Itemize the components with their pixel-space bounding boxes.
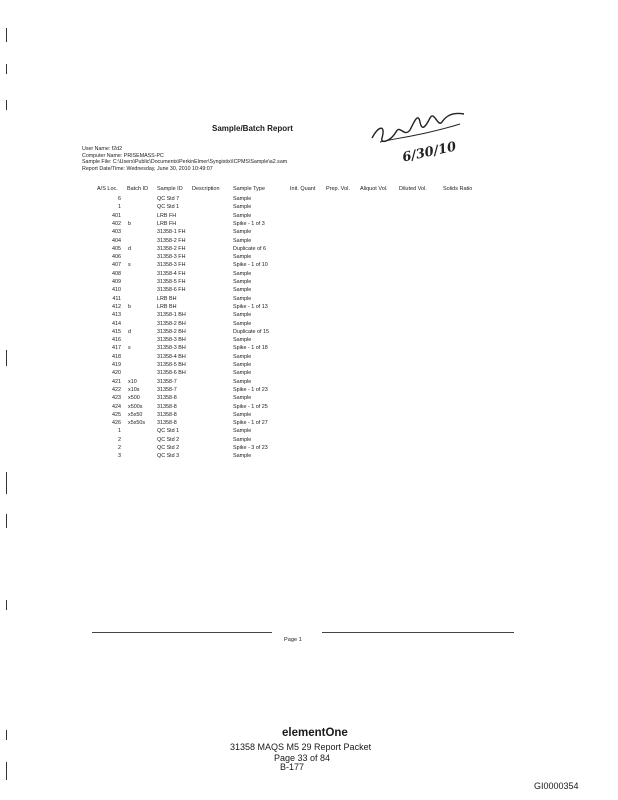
- table-cell-batch: d: [128, 245, 131, 252]
- table-cell-loc: 415: [112, 328, 121, 335]
- table-cell-batch: x5x50: [128, 411, 143, 418]
- table-cell-sample: 31358-2 FH: [157, 245, 186, 252]
- table-cell-loc: 406: [112, 254, 121, 261]
- scan-edge-mark: [6, 762, 7, 780]
- table-cell-loc: 420: [112, 370, 121, 377]
- table-cell-loc: 422: [112, 386, 121, 393]
- scan-edge-mark: [6, 100, 7, 110]
- table-cell-sample: 31358-8: [157, 395, 177, 402]
- table-cell-loc: 425: [112, 411, 121, 418]
- table-cell-sample: 31358-2 BH: [157, 320, 186, 327]
- table-cell-sample: 31358-3 FH: [157, 254, 186, 261]
- table-cell-type: Spike - 1 of 18: [233, 345, 268, 352]
- table-cell-loc: 409: [112, 279, 121, 285]
- table-cell-loc: 407: [112, 262, 121, 269]
- scan-edge-mark: [6, 472, 7, 494]
- table-cell-type: Sample: [233, 287, 252, 294]
- scan-edge-mark: [6, 514, 7, 528]
- document-id: GI0000354: [534, 781, 579, 791]
- table-cell-type: Spike - 1 of 23: [233, 386, 268, 393]
- scan-edge-mark: [6, 730, 7, 740]
- brand-name: elementOne: [282, 727, 348, 739]
- table-cell-type: Sample: [233, 196, 252, 202]
- table-cell-type: Sample: [233, 436, 252, 443]
- column-header: Diluted Vol.: [399, 186, 427, 192]
- table-cell-sample: 31358-7: [157, 386, 177, 393]
- table-cell-type: Sample: [233, 295, 252, 302]
- table-cell-type: Sample: [233, 353, 252, 360]
- table-cell-loc: 6: [118, 196, 121, 202]
- table-cell-sample: 31358-6 BH: [157, 370, 186, 377]
- table-cell-type: Sample: [233, 337, 252, 344]
- table-cell-type: Sample: [233, 279, 252, 285]
- table-cell-batch: x10: [128, 378, 137, 385]
- report-datetime: Report Date/Time: Wednesday, June 30, 2010 10:49:07: [82, 165, 213, 172]
- table-cell-type: Sample: [233, 270, 252, 277]
- table-cell-loc: 401: [112, 212, 121, 219]
- table-cell-batch: x500: [128, 395, 140, 402]
- table-cell-loc: 423: [112, 395, 121, 402]
- table-cell-loc: 403: [112, 229, 121, 236]
- table-cell-sample: QC Std 1: [157, 204, 180, 211]
- table-cell-sample: 31358-3 BH: [157, 337, 186, 344]
- table-cell-sample: 31358-7: [157, 378, 177, 385]
- table-cell-type: Sample: [233, 320, 252, 327]
- table-cell-batch: s: [128, 345, 131, 352]
- footer-rule: [92, 632, 272, 633]
- table-cell-type: Sample: [233, 229, 252, 236]
- table-cell-batch: s: [128, 262, 131, 269]
- table-cell-batch: b: [128, 303, 131, 310]
- table-cell-sample: 31358-1 BH: [157, 312, 186, 319]
- scan-edge-mark: [6, 64, 7, 74]
- table-cell-loc: 1: [118, 428, 121, 435]
- table-cell-batch: x5x50s: [128, 420, 146, 427]
- table-cell-type: Sample: [233, 362, 252, 368]
- table-cell-sample: 31358-2 BH: [157, 328, 186, 335]
- table-cell-type: Spike - 1 of 25: [233, 403, 268, 410]
- table-cell-loc: 417: [112, 345, 121, 352]
- table-cell-loc: 426: [112, 420, 121, 427]
- table-cell-sample: 31358-4 BH: [157, 353, 186, 360]
- table-cell-sample: 31358-3 BH: [157, 345, 186, 352]
- report-title: Sample/Batch Report: [212, 124, 293, 133]
- table-cell-loc: 412: [112, 303, 121, 310]
- table-cell-loc: 404: [112, 237, 121, 244]
- table-cell-sample: QC Std 7: [157, 196, 180, 202]
- table-cell-batch: d: [128, 328, 131, 335]
- table-cell-loc: 2: [118, 445, 121, 451]
- table-cell-sample: LRB BH: [157, 295, 177, 302]
- report-page-label: Page 1: [284, 637, 302, 643]
- table-cell-sample: 31358-3 FH: [157, 262, 186, 269]
- table-cell-sample: 31358-8: [157, 420, 177, 427]
- table-cell-loc: 413: [112, 312, 121, 319]
- column-header: Aliquot Vol.: [360, 186, 388, 192]
- table-cell-type: Sample: [233, 370, 252, 377]
- table-cell-type: Sample: [233, 411, 252, 418]
- table-cell-sample: LRB BH: [157, 303, 177, 310]
- table-cell-loc: 411: [112, 295, 121, 302]
- column-header: Batch ID: [127, 186, 149, 192]
- packet-page-number: Page 33 of 84: [274, 753, 331, 763]
- table-cell-type: Spike - 1 of 10: [233, 262, 268, 269]
- column-header: Description: [192, 186, 220, 192]
- table-cell-sample: QC Std 2: [157, 436, 180, 443]
- table-cell-loc: 402: [112, 220, 121, 227]
- table-cell-sample: 31358-5 FH: [157, 279, 186, 285]
- report-packet-title: 31358 MAQS M5 29 Report Packet: [230, 742, 372, 752]
- table-cell-sample: LRB FH: [157, 212, 177, 219]
- table-cell-loc: 419: [112, 362, 121, 368]
- table-cell-loc: 418: [112, 353, 121, 360]
- signature-date: 6/30/10: [401, 139, 458, 166]
- table-cell-loc: 408: [112, 270, 121, 277]
- table-cell-sample: LRB FH: [157, 220, 177, 227]
- table-cell-type: Sample: [233, 312, 252, 319]
- table-cell-type: Sample: [233, 453, 252, 460]
- table-cell-type: Spike - 1 of 13: [233, 303, 268, 310]
- table-cell-loc: 421: [112, 378, 121, 385]
- column-header: Sample ID: [157, 186, 183, 192]
- table-cell-batch: x500s: [128, 403, 143, 410]
- scan-edge-mark: [6, 600, 7, 610]
- table-cell-loc: 1: [118, 204, 121, 211]
- table-cell-type: Spike - 1 of 27: [233, 420, 268, 427]
- table-cell-type: Sample: [233, 428, 252, 435]
- table-cell-sample: 31358-1 FH: [157, 229, 186, 236]
- table-cell-loc: 2: [118, 436, 121, 443]
- table-cell-loc: 410: [112, 287, 121, 294]
- table-cell-sample: 31358-5 BH: [157, 362, 186, 368]
- table-cell-type: Sample: [233, 212, 252, 219]
- table-cell-sample: 31358-8: [157, 411, 177, 418]
- table-cell-sample: QC Std 1: [157, 428, 180, 435]
- column-header: Sample Type: [233, 186, 266, 192]
- bates-page-number: B-177: [280, 762, 305, 772]
- table-cell-batch: x10s: [128, 386, 140, 393]
- table-cell-loc: 416: [112, 337, 121, 344]
- table-cell-type: Duplicate of 6: [233, 245, 266, 252]
- footer-rule: [322, 632, 514, 633]
- column-header: Init. Quant: [290, 186, 316, 192]
- table-cell-type: Sample: [233, 204, 252, 211]
- table-cell-type: Sample: [233, 378, 252, 385]
- table-cell-sample: 31358-8: [157, 403, 177, 410]
- table-cell-batch: b: [128, 220, 131, 227]
- table-cell-type: Duplicate of 15: [233, 328, 269, 335]
- user-name: User Name: f2d2: [82, 146, 123, 152]
- column-header: Solids Ratio: [443, 186, 473, 192]
- table-cell-type: Spike - 3 of 23: [233, 445, 268, 451]
- table-cell-sample: 31358-2 FH: [157, 237, 186, 244]
- table-cell-loc: 405: [112, 245, 121, 252]
- table-cell-loc: 424: [112, 403, 121, 410]
- table-cell-sample: 31358-6 FH: [157, 287, 186, 294]
- table-cell-sample: 31358-4 FH: [157, 270, 186, 277]
- report-metadata: [82, 146, 287, 172]
- table-cell-loc: 3: [118, 453, 121, 460]
- column-header: A/S Loc.: [97, 186, 118, 192]
- table-cell-type: Spike - 1 of 3: [233, 220, 265, 227]
- table-cell-type: Sample: [233, 254, 252, 261]
- computer-name: Computer Name: PRISEMASS-PC: [82, 152, 164, 159]
- table-cell-type: Sample: [233, 237, 252, 244]
- sample-file: Sample File: C:\Users\Public\Documents\PerkinElmer\Syngistix\ICPMS\Sample\a2.sam: [82, 159, 288, 166]
- scan-edge-mark: [6, 350, 7, 366]
- table-cell-sample: QC Std 2: [157, 445, 180, 451]
- table-cell-type: Sample: [233, 395, 252, 402]
- table-cell-loc: 414: [112, 320, 121, 327]
- scan-edge-mark: [6, 28, 7, 42]
- table-cell-sample: QC Std 3: [157, 453, 180, 460]
- column-header: Prep. Vol.: [326, 186, 350, 192]
